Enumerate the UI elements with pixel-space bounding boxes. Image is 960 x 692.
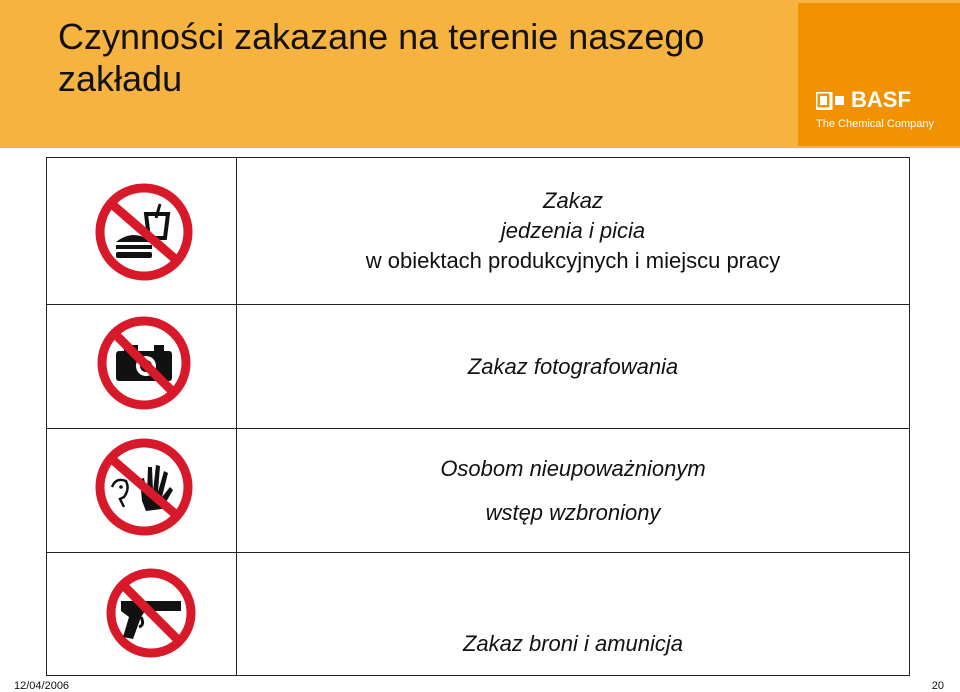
table-row bbox=[47, 553, 909, 675]
icon-cell bbox=[47, 305, 237, 428]
icon-cell bbox=[47, 158, 237, 304]
no-photography-icon bbox=[96, 315, 192, 411]
basf-logo-mark-icon bbox=[816, 92, 850, 110]
no-eating-drinking-icon bbox=[94, 182, 194, 282]
icon-cell bbox=[47, 429, 237, 552]
footer-date: 12/04/2006 bbox=[14, 680, 70, 692]
text-cell bbox=[237, 305, 909, 428]
row-text-line: wstęp wzbroniony bbox=[485, 499, 661, 525]
no-weapons-icon bbox=[105, 567, 197, 659]
prohibitions-table bbox=[46, 157, 910, 676]
icon-cell bbox=[47, 553, 237, 675]
basf-logo-text: BASF bbox=[851, 87, 911, 112]
row-text-line: Zakaz bbox=[543, 188, 603, 213]
text-cell bbox=[237, 158, 909, 304]
basf-logo bbox=[798, 3, 960, 146]
row-text-line: Zakaz fotografowania bbox=[467, 353, 679, 379]
text-cell bbox=[237, 553, 909, 675]
header-banner bbox=[0, 0, 960, 148]
row-text-line: Osobom nieupoważnionym bbox=[440, 455, 706, 481]
table-row bbox=[47, 158, 909, 305]
table-row bbox=[47, 305, 909, 429]
row-text-line: w obiektach produkcyjnych i miejscu pracy bbox=[365, 248, 781, 273]
text-cell bbox=[237, 429, 909, 552]
basf-logo-tagline: The Chemical Company bbox=[816, 118, 934, 130]
row-text-line: jedzenia i picia bbox=[500, 218, 646, 243]
no-entry-unauthorized-icon bbox=[94, 437, 194, 537]
row-text-line: Zakaz broni i amunicja bbox=[462, 631, 684, 656]
page-title: Czynności zakazane na terenie naszego zakładu bbox=[58, 16, 705, 99]
page-number: 20 bbox=[931, 680, 944, 692]
table-row bbox=[47, 429, 909, 553]
